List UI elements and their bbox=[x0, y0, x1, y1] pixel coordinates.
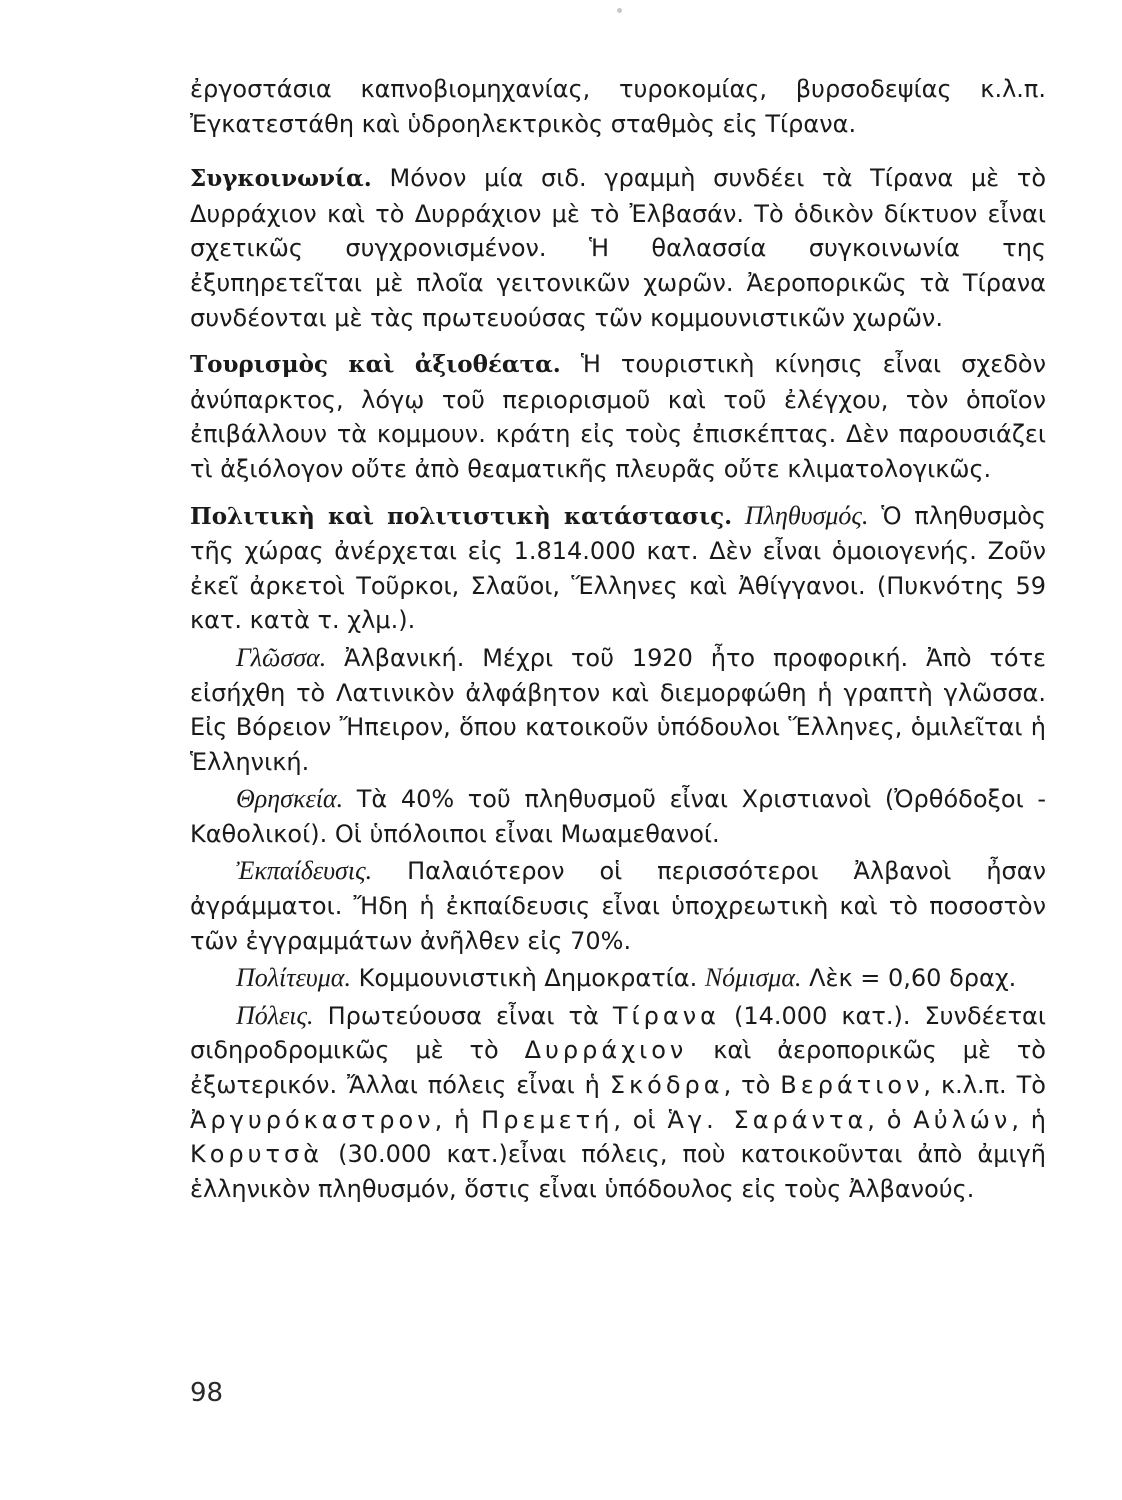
subheading-population: Πληθυσμός. bbox=[744, 500, 869, 530]
city-koritsa: Κορυτσὰ bbox=[190, 1140, 324, 1169]
paragraph-transport bbox=[190, 161, 1046, 335]
cities-text-9: , ἡ bbox=[1011, 1105, 1047, 1134]
heading-currency: Νόμισμα. bbox=[704, 963, 802, 993]
page-body bbox=[190, 72, 1046, 1209]
education-text: Παλαιότερον οἱ περισσότεροι Ἀλβανοὶ ἦσαν ἀγράμματοι. Ἤδη ἡ ἐκπαίδευσις εἶναι ὑποχρεωτικὴ καὶ τὸ ποσοστὸν τῶν ἐγγραμμάτων ἀνῆλθεν εἰς 70%. bbox=[190, 857, 1046, 955]
currency-text: Λὲκ = 0,60 δραχ. bbox=[801, 964, 1017, 993]
city-argyrokastro: Ἀργυρόκαστρον bbox=[190, 1105, 435, 1134]
city-premeti: Πρεμετή bbox=[481, 1105, 614, 1134]
paragraph-religion bbox=[190, 782, 1046, 851]
transport-text: Μόνον μία σιδ. γραμμὴ συνδέει τὰ Τίρανα μὲ τὸ Δυρράχιον καὶ τὸ Δυρράχιον μὲ τὸ Ἐλβασάν. Τὸ ὁδικὸν δίκτυον εἶναι σχετικῶς συγχρονισμένον. Ἡ θαλασσία συγκοινωνία της ἐξυπηρετεῖται μὲ πλοῖα γειτονικῶν χωρῶν. Ἀεροπορικῶς τὰ Τίρανα συνδέονται μὲ τὰς πρωτευούσας τῶν κομμουνιστικῶν χωρῶν. bbox=[190, 164, 1046, 332]
cities-text-8: , ὁ bbox=[867, 1105, 914, 1134]
heading-education: Ἐκπαίδευσις. bbox=[236, 856, 373, 886]
cities-text-4: , τὸ bbox=[723, 1071, 781, 1100]
city-berat: Βεράτιον bbox=[780, 1071, 924, 1100]
cities-text-10: (30.000 κατ.)εἶναι πόλεις, ποὺ κατοικοῦνται ἀπὸ ἀμιγῆ ἑλληνικὸν πληθυσμόν, ὅστις εἶναι ὑπόδουλος εἰς τοὺς Ἀλβανούς. bbox=[190, 1140, 1046, 1203]
industry-text: ἐργοστάσια καπνοβιομηχανίας, τυροκομίας, βυρσοδεψίας κ.λ.π. Ἐγκατεστάθη καὶ ὑδροηλεκτρικὸς σταθμὸς εἰς Τίρανα. bbox=[190, 75, 1046, 138]
city-saranta: Ἁγ. Σαράντα bbox=[667, 1105, 868, 1134]
heading-transport: Συγκοινωνία. bbox=[190, 165, 372, 193]
heading-political: Πολιτικὴ καὶ πολιτιστικὴ κατάστασις. bbox=[190, 502, 733, 530]
heading-religion: Θρησκεία. bbox=[236, 784, 344, 814]
page-number: 98 bbox=[190, 1378, 224, 1408]
cities-text-1: Πρωτεύουσα εἶναι τὰ bbox=[313, 1001, 613, 1030]
paragraph-education bbox=[190, 854, 1046, 958]
cities-text-2: (14.000 κατ.). Συνδέεται σιδηροδρομικῶς μὲ τὸ bbox=[190, 1001, 1046, 1065]
language-text: Ἀλβανική. Μέχρι τοῦ 1920 ἦτο προφορική. Ἀπὸ τότε εἰσήχθη τὸ Λατινικὸν ἀλφάβητον καὶ διεμορφώθη ἡ γραπτὴ γλῶσσα. Εἰς Βόρειον Ἤπειρον, ὅπου κατοικοῦν ὑπόδουλοι Ἕλληνες, ὁμιλεῖται ἡ Ἑλληνική. bbox=[190, 643, 1046, 776]
paragraph-language bbox=[190, 641, 1046, 779]
cities-text-5: , κ.λ.π. Τὸ bbox=[923, 1071, 1046, 1100]
paragraph-government bbox=[190, 961, 1046, 996]
heading-cities: Πόλεις. bbox=[236, 1000, 314, 1030]
heading-government: Πολίτευμα. bbox=[236, 963, 351, 993]
paragraph-cities bbox=[190, 999, 1046, 1207]
religion-text: Τὰ 40% τοῦ πληθυσμοῦ εἶναι Χριστιανοὶ (Ὀρθόδοξοι - Καθολικοί). Οἱ ὑπόλοιποι εἶναι Μωαμεθανοί. bbox=[190, 785, 1046, 848]
heading-language: Γλῶσσα. bbox=[236, 642, 327, 672]
city-avlon: Αὐλών bbox=[913, 1105, 1012, 1134]
city-shkoder: Σκόδρα bbox=[609, 1071, 724, 1100]
heading-tourism: Τουρισμὸς καὶ ἀξιοθέατα. bbox=[190, 351, 561, 379]
tourism-text: Ἡ τουριστικὴ κίνησις εἶναι σχεδὸν ἀνύπαρκτος, λόγῳ τοῦ περιορισμοῦ καὶ τοῦ ἐλέγχου, τὸν ὁποῖον ἐπιβάλλουν τὰ κομμουν. κράτη εἰς τοὺς ἐπισκέπτας. Δὲν παρουσιάζει τὶ ἀξιόλογον οὔτε ἀπὸ θεαματικῆς πλευρᾶς οὔτε κλιματολογικῶς. bbox=[190, 350, 1046, 483]
city-tirana: Τίρανα bbox=[612, 1001, 720, 1030]
paper-speck bbox=[617, 8, 622, 13]
cities-text-3: καὶ ἀεροπορικῶς μὲ τὸ ἐξωτερικόν. Ἄλλαι πόλεις εἶναι ἡ bbox=[190, 1036, 1046, 1100]
population-text: Ὁ πληθυσμὸς τῆς χώρας ἀνέρχεται εἰς 1.814.000 κατ. Δὲν εἶναι ὁμοιογενής. Ζοῦν ἐκεῖ ἀρκετοὶ Τοῦρκοι, Σλαῦοι, Ἕλληνες καὶ Ἀθίγγανοι. (Πυκνότης 59 κατ. κατὰ τ. χλμ.). bbox=[190, 501, 1046, 635]
cities-text-7: , οἱ bbox=[613, 1105, 668, 1134]
paragraph-population bbox=[190, 499, 1046, 638]
paragraph-tourism bbox=[190, 347, 1046, 486]
cities-text-6: , ἡ bbox=[434, 1105, 482, 1134]
city-durres: Δυρράχιον bbox=[524, 1036, 688, 1065]
paragraph-industry bbox=[190, 72, 1046, 141]
government-text: Κομμουνιστικὴ Δημοκρατία. bbox=[350, 964, 705, 993]
